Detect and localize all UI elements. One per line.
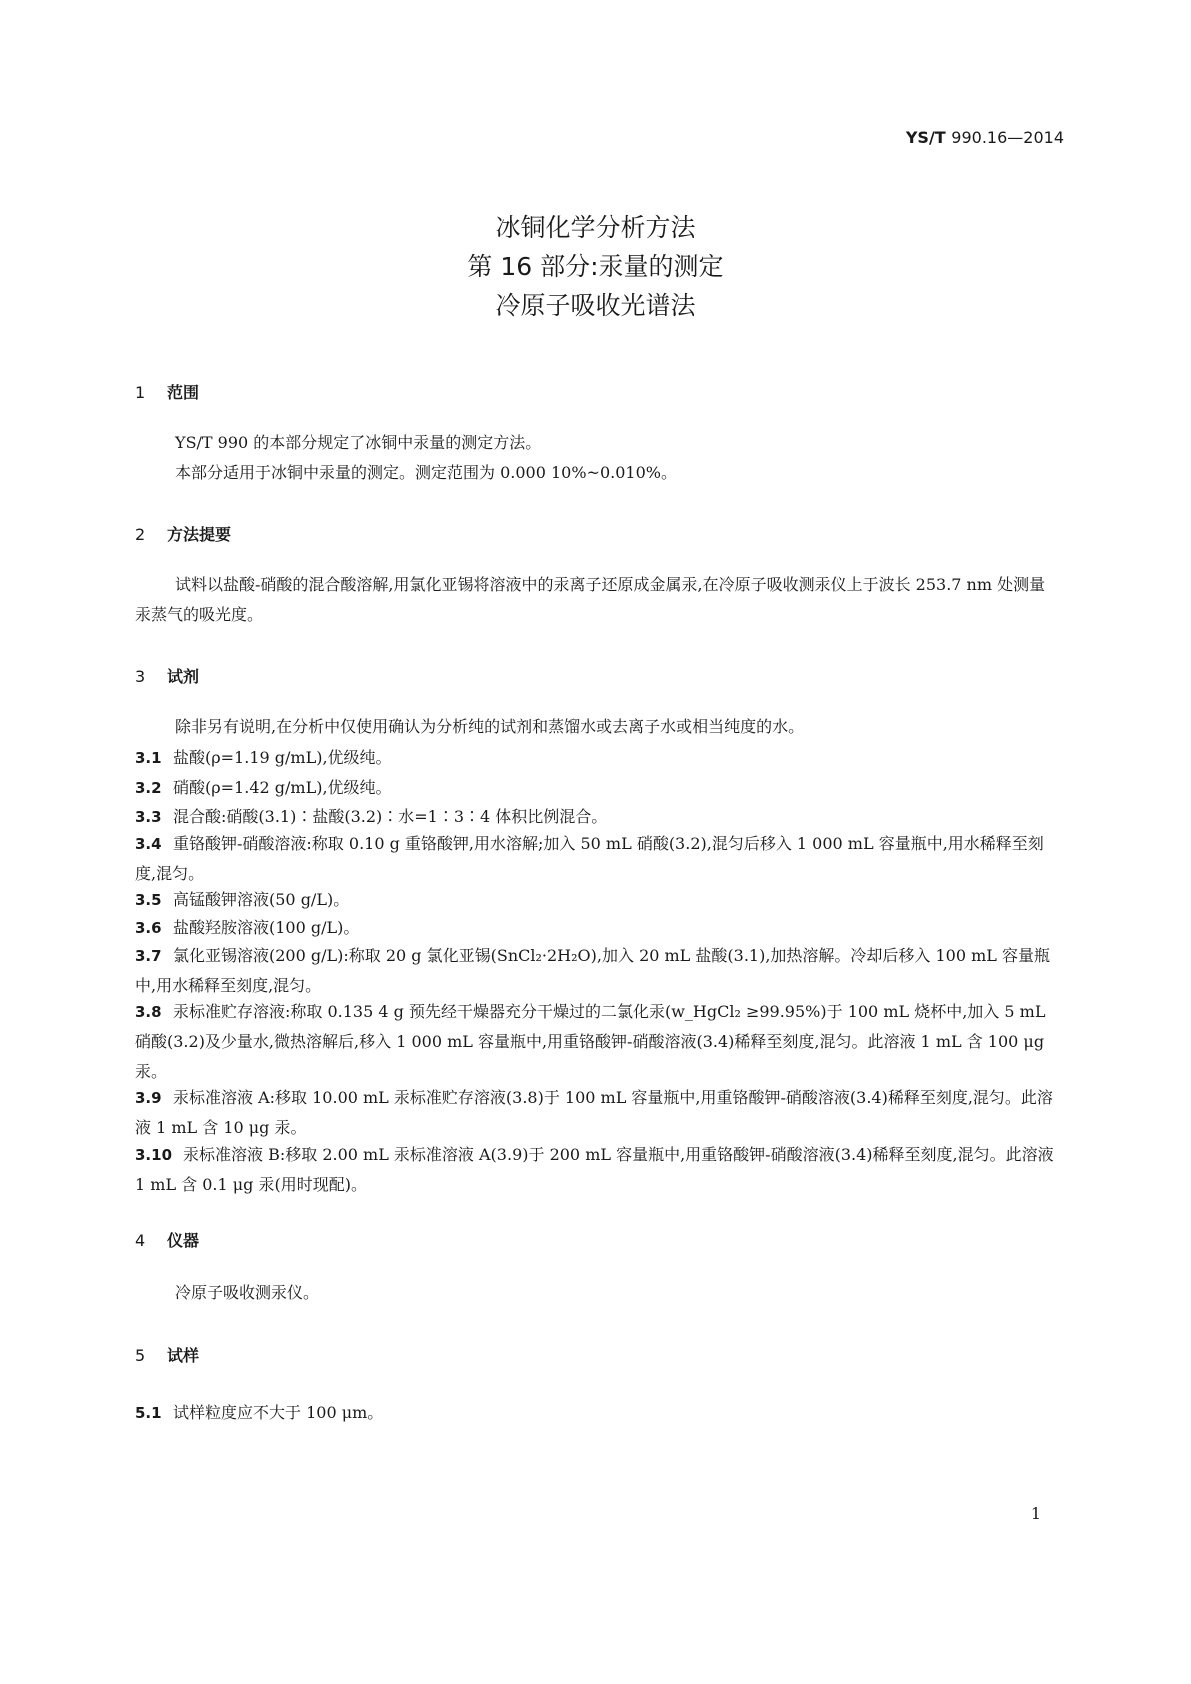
standard-code: [906, 128, 1064, 147]
section-number: 5: [135, 1346, 146, 1365]
section-4-heading: [135, 1228, 199, 1251]
item-number: 3.7: [135, 947, 162, 965]
reagent-item: [135, 997, 1061, 1087]
section-1-paragraph-2: 本部分适用于冰铜中汞量的测定。测定范围为 0.000 10%~0.010%。: [175, 463, 677, 482]
title-line-2: 第 16 部分:汞量的测定: [467, 252, 724, 281]
reagent-item: [135, 913, 1061, 943]
standard-prefix: YS/T: [905, 128, 946, 147]
section-title: 方法提要: [167, 525, 232, 544]
item-number: 3.10: [135, 1146, 173, 1164]
section-title: 仪器: [167, 1231, 200, 1250]
item-text: 盐酸(ρ=1.19 g/mL),优级纯。: [173, 748, 392, 767]
section-3-heading: [135, 664, 199, 687]
item-text: 汞标准贮存溶液:称取 0.135 4 g 预先经干燥器充分干燥过的二氯化汞(w_HgCl₂ ≥99.95%)于 100 mL 烧杯中,加入 5 mL 硝酸(3.2)及少量水,微热溶解后,移入 1 000 mL 容量瓶中,用重铬酸钾-硝酸溶液(3.4)稀释至刻度,混匀。此溶液 1 mL 含 100 μg 汞。: [135, 1002, 1046, 1081]
item-number: 3.9: [135, 1089, 162, 1107]
reagent-item: [135, 885, 1061, 915]
reagent-item: [135, 941, 1061, 1001]
reagent-item: [135, 773, 1061, 803]
reagent-item: [135, 1140, 1061, 1200]
item-number: 3.6: [135, 919, 162, 937]
sample-item: [135, 1398, 1061, 1428]
section-3-intro: 除非另有说明,在分析中仅使用确认为分析纯的试剂和蒸馏水或去离子水或相当纯度的水。: [175, 717, 805, 736]
item-text: 汞标准溶液 A:移取 10.00 mL 汞标准贮存溶液(3.8)于 100 mL 容量瓶中,用重铬酸钾-硝酸溶液(3.4)稀释至刻度,混匀。此溶液 1 mL 含 10 μg 汞。: [135, 1088, 1053, 1137]
reagent-item: [135, 743, 1061, 773]
item-text: 高锰酸钾溶液(50 g/L)。: [173, 890, 350, 909]
title-line-1: 冰铜化学分析方法: [495, 213, 696, 242]
section-5-heading: [135, 1343, 199, 1366]
item-text: 重铬酸钾-硝酸溶液:称取 0.10 g 重铬酸钾,用水溶解;加入 50 mL 硝酸(3.2),混匀后移入 1 000 mL 容量瓶中,用水稀释至刻度,混匀。: [135, 834, 1044, 883]
section-number: 4: [135, 1231, 146, 1250]
item-number: 3.4: [135, 835, 162, 853]
item-number: 3.3: [135, 808, 162, 826]
item-text: 盐酸羟胺溶液(100 g/L)。: [173, 918, 360, 937]
section-title: 试样: [167, 1346, 200, 1365]
reagent-item: [135, 829, 1061, 889]
section-2-heading: [135, 522, 231, 545]
item-number: 3.1: [135, 749, 162, 767]
reagent-item: [135, 802, 1061, 832]
item-text: 汞标准溶液 B:移取 2.00 mL 汞标准溶液 A(3.9)于 200 mL 容量瓶中,用重铬酸钾-硝酸溶液(3.4)稀释至刻度,混匀。此溶液 1 mL 含 0.1 μg 汞(用时现配)。: [135, 1145, 1054, 1194]
section-number: 1: [135, 383, 146, 402]
item-number: 5.1: [135, 1404, 162, 1422]
section-title: 范围: [167, 383, 200, 402]
item-text: 混合酸:硝酸(3.1)∶盐酸(3.2)∶水=1∶3∶4 体积比例混合。: [173, 807, 608, 826]
section-title: 试剂: [167, 667, 200, 686]
section-number: 2: [135, 525, 146, 544]
item-number: 3.2: [135, 779, 162, 797]
standard-number: 990.16—2014: [951, 128, 1064, 147]
section-2-paragraph: 试料以盐酸-硝酸的混合酸溶解,用氯化亚锡将溶液中的汞离子还原成金属汞,在冷原子吸收测汞仪上于波长 253.7 nm 处测量汞蒸气的吸光度。: [135, 575, 1046, 624]
item-text: 试样粒度应不大于 100 μm。: [173, 1403, 384, 1422]
section-1-heading: [135, 380, 199, 403]
item-number: 3.5: [135, 891, 162, 909]
document-title: [0, 208, 1191, 325]
section-1-paragraph-1: YS/T 990 的本部分规定了冰铜中汞量的测定方法。: [175, 433, 542, 452]
reagent-item: [135, 1083, 1061, 1143]
section-number: 3: [135, 667, 146, 686]
item-number: 3.8: [135, 1003, 162, 1021]
item-text: 氯化亚锡溶液(200 g/L):称取 20 g 氯化亚锡(SnCl₂·2H₂O),加入 20 mL 盐酸(3.1),加热溶解。冷却后移入 100 mL 容量瓶中,用水稀释至刻度,混匀。: [135, 946, 1051, 995]
section-4-paragraph: 冷原子吸收测汞仪。: [175, 1283, 320, 1302]
item-text: 硝酸(ρ=1.42 g/mL),优级纯。: [173, 778, 392, 797]
page-number: 1: [1030, 1504, 1041, 1523]
title-line-3: 冷原子吸收光谱法: [495, 291, 696, 320]
